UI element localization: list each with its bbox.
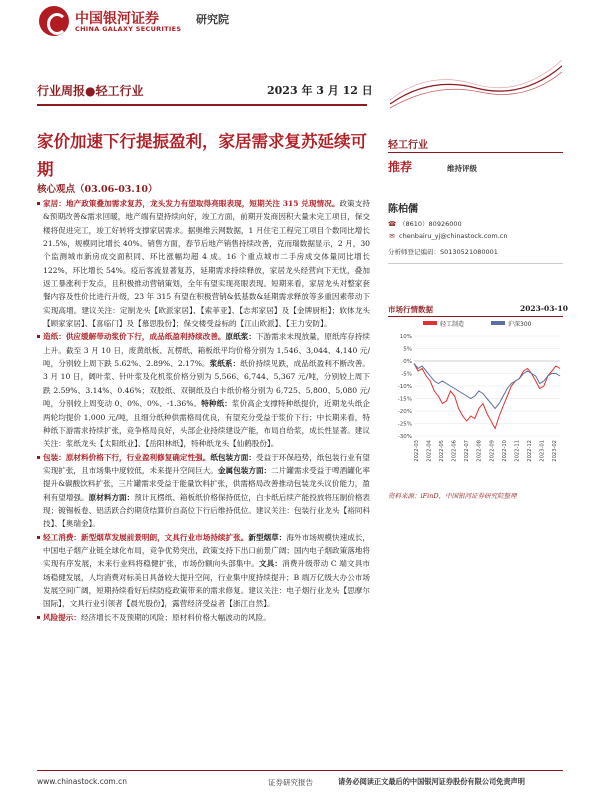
logo-cn: 中国银河证券 [75, 11, 159, 27]
market-divider [388, 316, 563, 317]
phone-icon: ☎ [388, 220, 397, 228]
text-run: 经济增长不及预期的风险；原材料价格大幅波动的风险。 [80, 612, 271, 622]
report-title: 家价加速下行提振盈利，家居需求复苏延续可期 [37, 132, 367, 179]
x-tick-label: 2022-09 [489, 440, 496, 462]
market-title: 市场行情数据 [388, 305, 433, 314]
text-run: 二片罐需求受益于啤酒罐化率提升&碳酸饮料扩张，三片罐需求受益于能量饮料扩张，供需格局改善推动包装龙头议价能力，盈利有望增强。 [43, 465, 371, 502]
x-tick-label: 2022-08 [476, 440, 483, 462]
paragraph-home [37, 197, 370, 330]
text-run: 纸价持续见跌，成品纸盈利不断改善。3 月 10 日，阔叶浆、针叶浆及化机浆价格分别为 5,566、6,744、5,367 元/吨，分别较上周下跌 2.59%、3.14%、0.46%；双胶纸、双铜纸及白卡纸价格分别为 6,725、5,800、5,080 元/吨，分别较上周变动 0、0%、0%、-1.36%。 [43, 359, 370, 409]
industry-label: 轻工行业 [388, 140, 428, 151]
text-run: 消费升级带动 C 端文具市场稳健发展，人均消费对标美日具备较大提升空间，行业集中度持续提升；B 端万亿级大办公市场发展空间广阔，短期持续看好后续防疫政策带来的需求修复。建议关注：电子烟行业龙头【思摩尔国际】，文具行业引领者【晨光股份】，露营经济受益者【浙江自然】。 [43, 559, 370, 609]
text-run: 浆纸系： [209, 359, 241, 369]
core-view-label: 核心观点（03.06-03.10） [37, 184, 158, 195]
text-run: 纸包装方面： [210, 452, 256, 462]
text-run: 受益于环保趋势，纸包装行业有望实现扩张，且市场集中度较低，未来提升空间巨大。 [43, 452, 371, 475]
y-tick-label: -5% [401, 371, 412, 378]
text-run: 原材料价格下行，行业盈利修复确定性强。 [65, 452, 211, 462]
y-tick-label: -10% [397, 384, 412, 390]
rating-maintain: 维持评级 [447, 164, 477, 173]
paragraph-consumer [37, 531, 370, 611]
institute-label: 研究院 [196, 13, 229, 26]
chart-source: 资料来源：iFinD，中国银河证券研究院整理 [388, 492, 517, 500]
text-run: 轻工消费： [43, 532, 82, 542]
x-tick-label: 2023-02 [552, 440, 558, 462]
text-run: 新型烟草： [248, 532, 287, 542]
analyst-cert-row [388, 247, 498, 256]
x-tick-label: 2022-10 [501, 440, 508, 462]
x-tick-label: 2022-06 [451, 440, 458, 462]
report-date: 2023 年 3 月 12 日 [267, 84, 373, 97]
analyst-divider [388, 263, 563, 264]
rating-recommend: 推荐 [388, 160, 413, 174]
y-tick-label: 10% [399, 334, 412, 340]
paragraph-risk [37, 611, 370, 624]
y-tick-label: -20% [397, 409, 412, 415]
text-run: 新型烟草发展前景明朗，文具行业市场持续扩张。 [81, 532, 249, 542]
analyst-email[interactable]: chenbairu_yj@chinastock.com.cn [399, 232, 508, 240]
text-run: 风险提示： [43, 612, 81, 622]
x-tick-label: 2022-03 [414, 440, 420, 462]
footer-website[interactable]: www.chinastock.com.cn [37, 777, 127, 786]
text-run: 地产政策叠加需求复苏，龙头发力有望取得亮眼表现，短期关注 315 兑现情况。 [65, 199, 340, 208]
text-run: 原材料方面： [88, 492, 135, 502]
text-run: 原纸浆： [225, 332, 256, 342]
logo-en: CHINA GALAXY SECURITIES [75, 25, 182, 33]
text-run: 造纸： [43, 332, 66, 342]
text-run: 浆价高企支撑特种纸提价，近期龙头纸企两轮均提价 1,000 元/吨，且细分纸种供需格局优良，有望充分受益于浆价下行；中长期来看，特种纸下游需求持续扩张，竞争格局良好，头部企业持续建设产能，布局自给浆，成长性显著。建议关注：浆纸龙头【太阳纸业】、【岳阳林纸】，特种纸龙头【仙鹤股份】。 [43, 399, 370, 449]
text-run: 政策支持&预期改善&需求回暖，地产端有望持续向好，竣工方面，前期开发商因积大量未完工项目，保交楼将促进完工，竣工好转将支撑家居需求。据奥维云网数据，1 月住宅工程完工项目个数同比增长 21.5%，规模同比增长 40%。销售方面，春节后地产销售持续改善，克而瑞数据显示，2 月，30 个监测城市新房成交面积同、环比涨幅均超 4 成。16 个重点城市二手房成交体量同比增长 122%，环比增长 54%。疫后客流显著复苏，延期需求持续释放，家居龙头经营向下无忧，叠加返工暴涨利于发点，且积极推动营销策划，全年有望实现亮眼表现。短期来看，家居龙头对整家套餐内容及性价比进行升级，23 年 315 有望在积极营销&低基数&延期需求释放等多重因素带动下实现高增。建议关注：定制龙头【欧派家居】、【索菲亚】、【志邦家居】及【金牌厨柜】；软体龙头【顾家家居】、【喜临门】及【慕思股份】；保交楼受益标的【江山欧派】、【王力安防】。 [43, 199, 370, 329]
analyst-name: 陈柏儒 [388, 204, 418, 215]
x-tick-label: 2022-11 [514, 440, 521, 462]
legend-label: 轻工制造 [440, 321, 465, 328]
footer-divider [37, 770, 563, 771]
paragraph-paper [37, 330, 370, 450]
analyst-cert-label: 分析师登记编码： [388, 248, 440, 256]
body-text [37, 197, 370, 624]
y-tick-label: -25% [397, 421, 412, 428]
legend-swatch [423, 321, 437, 325]
legend-label: 沪深300 [508, 321, 532, 328]
y-tick-label: 5% [403, 346, 412, 353]
text-run: 金属包装方面： [217, 465, 272, 475]
analyst-email-row [388, 232, 507, 240]
legend-swatch [491, 321, 505, 325]
text-run: 供应缓解带动浆价下行，成品纸盈利持续改善。 [65, 332, 226, 342]
x-tick-label: 2022-04 [426, 440, 433, 462]
x-tick-label: 2022-05 [439, 440, 446, 462]
industry-divider [388, 152, 563, 153]
x-tick-label: 2022-07 [464, 440, 471, 462]
text-run: 下游需求未现放量，原纸库存持续上升。截至 3 月 10 日，废黄纸板、瓦楞纸、箱板纸平均价格分别为 1,546、3,044、4,140 元/吨，分别较上周下跌 5.62%、2.89%、2.17%。 [43, 332, 371, 369]
logo-icon [39, 6, 69, 36]
footer-disclaimer: 请务必阅读正文最后的中国银河证券股份有限公司免责声明 [338, 777, 525, 786]
x-tick-label: 2023-01 [539, 440, 546, 462]
paragraph-packaging [37, 451, 370, 531]
market-date: 2023-03-10 [520, 304, 568, 313]
email-icon: ✉ [389, 232, 395, 240]
analyst-phone-row [388, 219, 462, 228]
text-run: 文具： [258, 559, 283, 569]
x-tick-label: 2022-12 [526, 440, 533, 462]
y-tick-label: -15% [397, 396, 412, 403]
analyst-phone: （8610）80926000 [399, 220, 462, 228]
report-category: 行业周报●轻工行业 [37, 84, 144, 98]
analyst-cert: S0130521080001 [440, 248, 498, 256]
header-divider [37, 104, 367, 106]
text-run: 预计瓦楞纸、箱板纸价格保持低位，白卡纸后续产能投放将压制价格表现；镀锡板卷、铝活跃合约期货结算价自高位下行后维持低位。建议关注：包装行业龙头【裕同科技】、【奥瑞金】。 [43, 492, 371, 529]
y-tick-label: 0% [403, 359, 412, 365]
text-run: 家居： [43, 199, 66, 208]
text-run: 包装： [43, 452, 66, 462]
text-run: 海外市场规模快速成长，中国电子烟产业链全球化布局，竞争优势突出，政策支持下出口前景广阔；国内电子烟政策落地将实现有序发展，未来行业料将稳健扩张，市场份额向头部集中。 [43, 532, 371, 569]
decorative-wave-icon [390, 58, 562, 110]
footer-center: 证券研究报告 [268, 778, 313, 787]
text-run: 特种纸： [201, 399, 232, 409]
market-chart [388, 318, 563, 488]
y-tick-label: -30% [397, 434, 412, 440]
